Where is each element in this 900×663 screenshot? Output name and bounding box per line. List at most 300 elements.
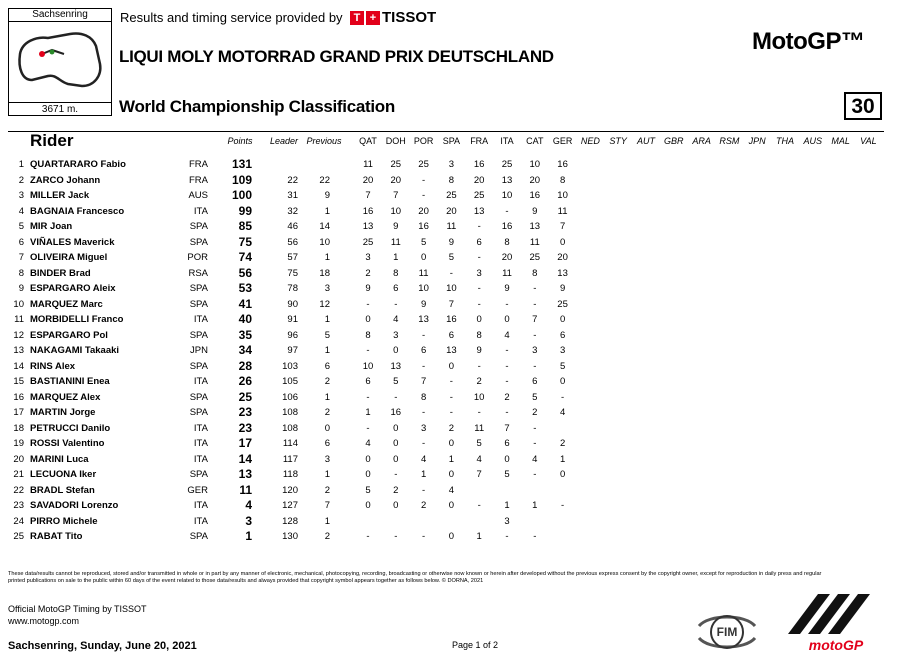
official-timing-text: Official MotoGP Timing by TISSOT bbox=[8, 604, 147, 614]
race-result-fra: 2 bbox=[476, 376, 482, 387]
rider-nation: SPA bbox=[189, 236, 208, 248]
race-result-ger: 16 bbox=[557, 159, 568, 170]
race-result-fra: 3 bbox=[476, 267, 482, 279]
race-result-qat: 3 bbox=[365, 252, 371, 263]
rider-name: ZARCO Johann bbox=[30, 174, 101, 186]
race-result-por: - bbox=[422, 329, 426, 341]
race-result-ger: 6 bbox=[559, 329, 566, 341]
gap-to-previous: 7 bbox=[324, 500, 330, 511]
race-result-doh: - bbox=[394, 298, 398, 310]
table-row bbox=[0, 359, 900, 374]
gap-to-previous: 10 bbox=[319, 236, 330, 248]
gap-to-leader: 96 bbox=[287, 329, 298, 341]
race-result-ger: 0 bbox=[559, 314, 566, 325]
gap-to-previous: 5 bbox=[324, 329, 330, 341]
race-result-por: 9 bbox=[420, 298, 427, 310]
race-result-fra: 7 bbox=[476, 469, 482, 480]
rider-points: 41 bbox=[238, 296, 252, 311]
race-result-qat: 2 bbox=[365, 267, 371, 279]
tissot-t-icon: T bbox=[350, 11, 364, 25]
tissot-logo bbox=[350, 9, 436, 26]
race-result-ita: - bbox=[505, 298, 509, 310]
race-result-ger: 25 bbox=[557, 298, 568, 310]
tissot-cross-icon: + bbox=[366, 11, 380, 25]
table-row bbox=[0, 204, 900, 219]
gap-to-leader: 108 bbox=[282, 407, 298, 418]
rider-nation: SPA bbox=[189, 360, 208, 372]
race-result-qat: 10 bbox=[362, 360, 374, 372]
race-result-fra: 0 bbox=[476, 314, 482, 325]
rider-position: 18 bbox=[13, 422, 24, 434]
rider-nation: SPA bbox=[189, 531, 208, 542]
gap-to-leader: 103 bbox=[282, 360, 298, 372]
gap-to-previous: 0 bbox=[324, 422, 330, 434]
race-result-por: - bbox=[422, 484, 426, 496]
rider-name: BASTIANINI Enea bbox=[30, 376, 110, 387]
gap-to-leader: 118 bbox=[282, 469, 298, 480]
gap-to-previous: 2 bbox=[324, 376, 330, 387]
race-result-spa: 4 bbox=[448, 484, 455, 496]
race-header-ned: NED bbox=[580, 136, 600, 146]
race-result-ita: 7 bbox=[504, 422, 510, 434]
gap-to-leader: 120 bbox=[282, 484, 298, 496]
gap-to-leader: 31 bbox=[287, 190, 298, 201]
race-result-doh: 25 bbox=[390, 159, 402, 170]
race-result-ita: 5 bbox=[504, 469, 510, 480]
rider-position: 17 bbox=[13, 407, 24, 418]
race-result-ger: 2 bbox=[559, 438, 566, 449]
race-result-por: - bbox=[422, 360, 426, 372]
race-result-qat: 25 bbox=[362, 236, 374, 248]
table-row bbox=[0, 173, 900, 188]
rider-position: 4 bbox=[18, 205, 24, 217]
race-result-ger: 10 bbox=[557, 190, 568, 201]
rider-name: BAGNAIA Francesco bbox=[30, 205, 125, 217]
race-result-spa: 7 bbox=[448, 298, 455, 310]
rider-points: 74 bbox=[238, 250, 252, 264]
race-header-por: POR bbox=[413, 136, 434, 146]
race-header-gbr: GBR bbox=[664, 136, 684, 146]
race-result-por: 5 bbox=[420, 236, 427, 248]
race-result-ger: 5 bbox=[559, 360, 566, 372]
race-result-fra: 4 bbox=[476, 453, 482, 465]
table-row bbox=[0, 266, 900, 281]
table-row bbox=[0, 374, 900, 389]
rider-points: 100 bbox=[231, 188, 252, 202]
race-result-fra: 5 bbox=[476, 438, 482, 449]
race-result-cat: - bbox=[533, 469, 537, 480]
rider-points: 23 bbox=[238, 420, 252, 435]
rider-position: 9 bbox=[18, 283, 24, 294]
race-result-cat: 20 bbox=[529, 174, 541, 186]
rider-name: RABAT Tito bbox=[30, 531, 83, 542]
rider-points: 4 bbox=[245, 498, 252, 512]
race-result-qat: - bbox=[366, 391, 370, 403]
rider-position: 11 bbox=[14, 314, 24, 325]
race-result-cat: 8 bbox=[532, 267, 538, 279]
table-row bbox=[0, 343, 900, 358]
race-result-fra: - bbox=[477, 407, 481, 418]
rider-points: 25 bbox=[238, 389, 252, 404]
race-header-cat: CAT bbox=[526, 136, 544, 146]
rider-position: 3 bbox=[18, 190, 24, 201]
race-result-ita: 13 bbox=[501, 174, 513, 186]
race-result-qat: 9 bbox=[365, 283, 371, 294]
rider-position: 1 bbox=[18, 159, 24, 170]
gap-to-previous: 1 bbox=[324, 314, 330, 325]
fim-logo-text: FIM bbox=[716, 625, 738, 639]
race-result-cat: 16 bbox=[529, 190, 541, 201]
race-result-fra: 11 bbox=[474, 422, 485, 434]
fim-logo-icon bbox=[695, 606, 759, 658]
race-result-spa: 6 bbox=[448, 329, 455, 341]
rider-position: 23 bbox=[13, 500, 24, 511]
race-result-fra: 8 bbox=[476, 329, 482, 341]
race-result-por: - bbox=[422, 190, 426, 201]
race-result-ita: 1 bbox=[504, 500, 510, 511]
classification-title: World Championship Classification bbox=[119, 97, 395, 116]
points-header: Points bbox=[227, 136, 253, 146]
rider-nation: SPA bbox=[189, 221, 208, 232]
rider-nation: ITA bbox=[193, 422, 208, 434]
race-result-cat: 2 bbox=[532, 407, 538, 418]
gap-to-leader: 130 bbox=[282, 531, 298, 542]
race-result-por: - bbox=[422, 531, 426, 542]
race-result-ita: 6 bbox=[504, 438, 510, 449]
race-result-doh: 1 bbox=[393, 252, 399, 263]
rider-nation: FRA bbox=[189, 174, 208, 186]
rider-name: ROSSI Valentino bbox=[30, 438, 105, 449]
race-result-doh: 5 bbox=[393, 376, 399, 387]
race-result-qat: 16 bbox=[362, 205, 374, 217]
race-result-spa: 0 bbox=[448, 438, 455, 449]
gap-to-previous: 2 bbox=[324, 531, 330, 542]
race-result-por: 25 bbox=[418, 159, 429, 170]
race-result-qat: 4 bbox=[365, 438, 371, 449]
rider-name: SAVADORI Lorenzo bbox=[30, 500, 119, 511]
rider-points: 13 bbox=[238, 467, 252, 481]
race-result-qat: 1 bbox=[365, 407, 371, 418]
race-result-qat: 0 bbox=[365, 314, 371, 325]
race-result-por: 13 bbox=[418, 314, 429, 325]
header-divider bbox=[8, 131, 884, 132]
race-result-qat: - bbox=[366, 531, 370, 542]
rider-position: 5 bbox=[18, 221, 24, 232]
rider-position: 10 bbox=[13, 298, 24, 310]
race-result-ita: 8 bbox=[504, 236, 510, 248]
table-row bbox=[0, 157, 900, 172]
rider-points: 109 bbox=[231, 172, 252, 187]
race-result-cat: - bbox=[533, 422, 537, 434]
race-result-ita: - bbox=[505, 531, 509, 542]
race-result-spa: 16 bbox=[446, 314, 457, 325]
race-header-ita: ITA bbox=[500, 136, 514, 146]
gap-to-leader: 22 bbox=[287, 174, 298, 186]
race-result-qat: 13 bbox=[362, 221, 374, 232]
rider-points: 53 bbox=[238, 281, 252, 295]
race-result-fra: - bbox=[477, 360, 481, 372]
race-result-spa: - bbox=[449, 407, 453, 418]
race-result-cat: - bbox=[533, 438, 537, 449]
race-result-cat: - bbox=[533, 283, 537, 294]
rider-position: 25 bbox=[13, 531, 24, 542]
rider-name: VIÑALES Maverick bbox=[30, 236, 115, 248]
rider-nation: RSA bbox=[188, 267, 208, 279]
race-result-cat: - bbox=[533, 298, 537, 310]
race-result-spa: 9 bbox=[448, 236, 455, 248]
rider-nation: ITA bbox=[193, 453, 208, 465]
rider-name: QUARTARARO Fabio bbox=[30, 159, 126, 170]
race-result-ger: 13 bbox=[557, 267, 568, 279]
gap-to-leader: 108 bbox=[282, 422, 298, 434]
race-result-fra: 16 bbox=[473, 159, 485, 170]
tissot-wordmark: TISSOT bbox=[382, 9, 437, 26]
rider-nation: SPA bbox=[189, 391, 208, 403]
rider-name: OLIVEIRA Miguel bbox=[30, 252, 108, 263]
gap-to-previous: 1 bbox=[324, 205, 330, 217]
race-result-ita: - bbox=[505, 360, 509, 372]
race-result-spa: - bbox=[449, 391, 453, 403]
race-result-doh: - bbox=[394, 469, 398, 480]
rider-name: ESPARGARO Aleix bbox=[30, 283, 116, 294]
race-result-spa: 0 bbox=[448, 469, 455, 480]
race-result-doh: - bbox=[394, 391, 398, 403]
race-result-qat: - bbox=[366, 345, 370, 356]
race-result-spa: 20 bbox=[446, 205, 457, 217]
race-result-cat: - bbox=[533, 531, 537, 542]
race-result-spa: 13 bbox=[446, 345, 457, 356]
table-row bbox=[0, 297, 900, 312]
gap-to-leader: 46 bbox=[287, 221, 298, 232]
rider-points: 17 bbox=[238, 436, 252, 450]
race-result-spa: 8 bbox=[448, 174, 455, 186]
gap-to-previous: 9 bbox=[324, 190, 330, 201]
race-result-por: 6 bbox=[420, 345, 427, 356]
table-row bbox=[0, 328, 900, 343]
race-result-qat: 0 bbox=[365, 469, 371, 480]
gap-to-previous: 12 bbox=[319, 298, 330, 310]
race-result-doh: 0 bbox=[393, 500, 399, 511]
rider-nation: ITA bbox=[193, 376, 208, 387]
gap-to-previous: 18 bbox=[319, 267, 330, 279]
rider-position: 22 bbox=[13, 484, 24, 496]
race-result-ita: 20 bbox=[501, 252, 513, 263]
round-badge: 30 bbox=[844, 92, 882, 120]
rider-points: 99 bbox=[238, 203, 252, 218]
rider-position: 13 bbox=[13, 345, 24, 356]
race-result-qat: 5 bbox=[365, 484, 371, 496]
race-result-cat: 11 bbox=[529, 236, 540, 248]
race-result-fra: 25 bbox=[473, 190, 485, 201]
race-result-ger: - bbox=[561, 391, 565, 403]
race-result-qat: 0 bbox=[365, 453, 371, 465]
gap-to-previous: 3 bbox=[324, 283, 330, 294]
race-result-ita: - bbox=[505, 205, 509, 217]
race-result-fra: - bbox=[477, 500, 481, 511]
table-row bbox=[0, 436, 900, 451]
race-result-ger: 8 bbox=[559, 174, 566, 186]
rider-name: PETRUCCI Danilo bbox=[30, 422, 111, 434]
race-result-por: - bbox=[422, 438, 426, 449]
race-header-qat: QAT bbox=[359, 136, 377, 146]
rider-points: 14 bbox=[238, 451, 252, 466]
race-result-spa: 25 bbox=[446, 190, 457, 201]
race-header-jpn: JPN bbox=[748, 136, 766, 146]
race-header-ara: ARA bbox=[692, 136, 711, 146]
rider-name: MILLER Jack bbox=[30, 190, 90, 201]
race-result-por: - bbox=[422, 174, 426, 186]
race-header-ger: GER bbox=[552, 136, 573, 146]
table-row bbox=[0, 188, 900, 203]
race-result-por: 20 bbox=[418, 205, 429, 217]
race-result-qat: 11 bbox=[363, 159, 373, 170]
gap-to-leader: 90 bbox=[287, 298, 298, 310]
race-result-ita: 2 bbox=[504, 391, 510, 403]
track-map-icon bbox=[12, 24, 108, 100]
table-row bbox=[0, 405, 900, 420]
table-row bbox=[0, 219, 900, 234]
gap-to-previous: 1 bbox=[324, 252, 330, 263]
race-result-ger: 3 bbox=[559, 345, 566, 356]
race-result-ger: 1 bbox=[559, 453, 566, 465]
race-result-ger: 7 bbox=[559, 221, 566, 232]
rider-points: 11 bbox=[239, 482, 252, 497]
rider-nation: POR bbox=[187, 252, 208, 263]
race-result-cat: 25 bbox=[529, 252, 541, 263]
rider-name: MIR Joan bbox=[30, 221, 73, 232]
race-result-ita: 10 bbox=[501, 190, 513, 201]
rider-name: BINDER Brad bbox=[30, 267, 91, 279]
table-row bbox=[0, 452, 900, 467]
race-header-mal: MAL bbox=[831, 136, 850, 146]
race-result-ger: 0 bbox=[559, 236, 566, 248]
race-result-ger: 20 bbox=[557, 252, 568, 263]
rider-name: MARQUEZ Marc bbox=[30, 298, 103, 310]
race-result-spa: 0 bbox=[448, 500, 455, 511]
race-result-ita: 0 bbox=[504, 314, 510, 325]
race-result-spa: - bbox=[449, 376, 453, 387]
gap-to-leader: 91 bbox=[287, 314, 298, 325]
race-result-cat: - bbox=[533, 360, 537, 372]
race-result-cat: 10 bbox=[529, 159, 541, 170]
gap-to-previous: 6 bbox=[324, 438, 330, 449]
race-result-doh: 0 bbox=[393, 438, 399, 449]
race-result-ita: 16 bbox=[501, 221, 513, 232]
race-result-por: 10 bbox=[418, 283, 429, 294]
race-result-qat: 0 bbox=[365, 500, 371, 511]
motogp-logo-icon bbox=[778, 586, 888, 656]
race-result-cat: 5 bbox=[532, 391, 538, 403]
rider-nation: ITA bbox=[193, 314, 208, 325]
gap-to-previous: 1 bbox=[324, 469, 330, 480]
race-result-qat: 20 bbox=[362, 174, 374, 186]
race-result-spa: - bbox=[449, 267, 453, 279]
race-result-doh: 16 bbox=[390, 407, 402, 418]
race-result-cat: 1 bbox=[532, 500, 538, 511]
circuit-length: 3671 m. bbox=[8, 102, 112, 116]
rider-nation: ITA bbox=[193, 500, 208, 511]
race-result-doh: 13 bbox=[390, 360, 402, 372]
page-indicator: Page 1 of 2 bbox=[452, 640, 499, 650]
race-result-spa: 10 bbox=[446, 283, 457, 294]
race-header-tha: THA bbox=[776, 136, 794, 146]
race-result-doh: 3 bbox=[393, 329, 399, 341]
gap-to-leader: 57 bbox=[287, 252, 298, 263]
previous-header: Previous bbox=[306, 136, 342, 146]
race-result-spa: 0 bbox=[448, 531, 455, 542]
rider-name: MARQUEZ Alex bbox=[30, 391, 101, 403]
race-result-fra: - bbox=[477, 298, 481, 310]
race-header-sty: STY bbox=[609, 136, 627, 146]
gap-to-leader: 127 bbox=[282, 500, 298, 511]
race-result-cat: 9 bbox=[532, 205, 538, 217]
table-row bbox=[0, 281, 900, 296]
race-result-ita: - bbox=[505, 345, 509, 356]
race-result-qat: 8 bbox=[365, 329, 371, 341]
race-header-aut: AUT bbox=[637, 136, 655, 146]
rider-nation: SPA bbox=[189, 298, 208, 310]
table-row bbox=[0, 483, 900, 498]
race-result-qat: - bbox=[366, 298, 370, 310]
race-header-doh: DOH bbox=[385, 136, 406, 146]
race-result-cat: - bbox=[533, 329, 537, 341]
race-result-qat: 6 bbox=[365, 376, 371, 387]
race-result-doh: 20 bbox=[390, 174, 402, 186]
race-result-ger: 4 bbox=[559, 407, 566, 418]
race-result-doh: 0 bbox=[393, 422, 399, 434]
race-result-ita: 11 bbox=[502, 267, 512, 279]
gap-to-previous: 1 bbox=[324, 345, 330, 356]
rider-points: 40 bbox=[238, 312, 252, 326]
race-result-doh: 11 bbox=[390, 236, 401, 248]
race-result-ita: - bbox=[505, 376, 509, 387]
race-result-cat: 6 bbox=[532, 376, 538, 387]
gap-to-previous: 2 bbox=[324, 407, 330, 418]
race-result-ita: 0 bbox=[504, 453, 510, 465]
rider-nation: ITA bbox=[193, 205, 208, 217]
website-link[interactable]: www.motogp.com bbox=[8, 616, 80, 626]
race-result-fra: 1 bbox=[476, 531, 482, 542]
race-result-por: 1 bbox=[420, 469, 427, 480]
table-row bbox=[0, 390, 900, 405]
rider-position: 21 bbox=[13, 469, 24, 480]
table-row bbox=[0, 514, 900, 529]
copyright-disclaimer: These data/results cannot be reproduced, stored and/or transmitted in whole or in part by any manner of electronic, mechanical, photocopying, recording, broadcasting or otherwise now known or herein after developed without the previous express consent by the copyright owner, except for reproduction in daily press and regular printed publications on sale to the public within 60 days of the event related to those data/results and always provided that copyright symbol appears together as follows below. © DORNA, 2021 bbox=[8, 571, 822, 584]
rider-position: 20 bbox=[13, 453, 24, 465]
event-title: LIQUI MOLY MOTORRAD GRAND PRIX DEUTSCHLAND bbox=[119, 47, 554, 66]
gap-to-leader: 32 bbox=[287, 205, 298, 217]
race-result-spa: 2 bbox=[448, 422, 455, 434]
rider-name: RINS Alex bbox=[30, 360, 76, 372]
gap-to-previous: 1 bbox=[324, 515, 330, 527]
race-result-qat: - bbox=[366, 422, 370, 434]
rider-position: 16 bbox=[13, 391, 24, 403]
rider-name: NAKAGAMI Takaaki bbox=[30, 345, 120, 356]
race-result-ita: 9 bbox=[504, 283, 510, 294]
race-result-doh: 0 bbox=[393, 453, 399, 465]
rider-nation: SPA bbox=[189, 329, 208, 341]
gap-to-leader: 78 bbox=[287, 283, 298, 294]
race-result-ita: 3 bbox=[504, 515, 510, 527]
rider-points: 26 bbox=[238, 374, 252, 388]
race-result-cat: 4 bbox=[532, 453, 538, 465]
rider-nation: SPA bbox=[189, 469, 208, 480]
rider-name: BRADL Stefan bbox=[30, 484, 95, 496]
race-result-por: 16 bbox=[418, 221, 429, 232]
gap-to-leader: 106 bbox=[282, 391, 298, 403]
race-result-spa: 0 bbox=[448, 360, 455, 372]
gap-to-leader: 97 bbox=[287, 345, 298, 356]
